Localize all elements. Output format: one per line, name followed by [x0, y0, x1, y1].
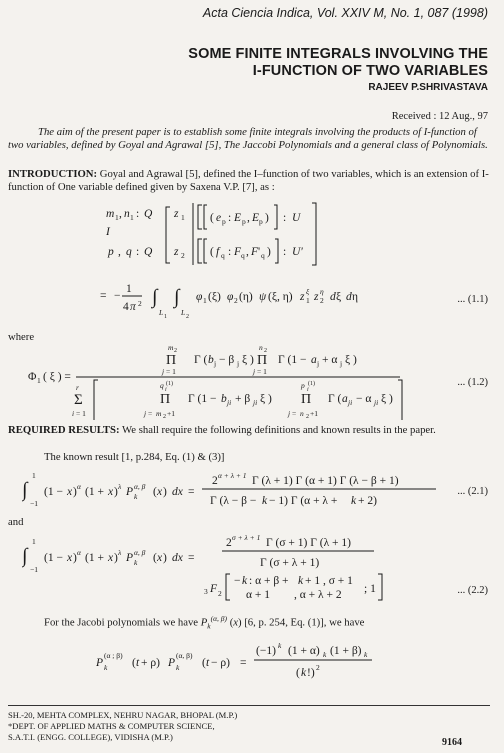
svg-text:1: 1	[306, 296, 310, 305]
svg-text:!): !)	[307, 667, 315, 679]
svg-text:e: e	[216, 212, 222, 224]
svg-text::: :	[228, 212, 232, 224]
svg-text:(1 +: (1 +	[85, 486, 104, 498]
svg-text:j: j	[253, 367, 256, 376]
svg-text:j: j	[144, 409, 147, 418]
equation-1-2	[28, 340, 448, 422]
svg-text:Π: Π	[257, 353, 268, 368]
svg-text:−: −	[234, 575, 241, 587]
required-results-text: We shall require the following definitions and known results in the paper.	[122, 424, 436, 436]
footer-divider	[8, 705, 490, 706]
svg-text:(ξ): (ξ)	[208, 291, 221, 303]
jacobi-product-formula	[96, 636, 396, 688]
svg-text:ξ ): ξ )	[381, 393, 393, 405]
svg-text:2: 2	[226, 537, 232, 549]
svg-text:dx: dx	[172, 552, 183, 564]
svg-text:x: x	[67, 486, 73, 498]
svg-text:=: =	[240, 657, 247, 669]
svg-text:): )	[73, 486, 77, 498]
svg-text:U: U	[292, 212, 301, 224]
svg-text:1: 1	[130, 213, 134, 222]
page-number: 9164	[442, 737, 462, 748]
svg-text:2: 2	[163, 414, 166, 420]
svg-text:p: p	[222, 217, 226, 226]
svg-text:ji: ji	[253, 398, 258, 407]
svg-text:z: z	[174, 208, 179, 220]
svg-text:2: 2	[264, 348, 267, 354]
svg-text:P: P	[126, 486, 134, 498]
svg-text:(: (	[210, 246, 214, 258]
svg-text:− α: − α	[356, 393, 372, 405]
svg-text:α + λ + 1: α + λ + 1	[218, 471, 247, 480]
svg-text:( ξ ) =: ( ξ ) =	[43, 371, 71, 383]
svg-text:q: q	[160, 381, 164, 390]
svg-text:x: x	[67, 552, 73, 564]
svg-text:1: 1	[126, 283, 132, 295]
svg-text:Γ (λ − β −: Γ (λ − β −	[210, 495, 257, 507]
svg-text:Γ (σ + 1) Γ (λ + 1): Γ (σ + 1) Γ (λ + 1)	[266, 537, 351, 549]
svg-text:k: k	[323, 650, 327, 659]
svg-text::: :	[228, 246, 232, 258]
svg-text:x: x	[108, 486, 114, 498]
svg-text:1: 1	[115, 213, 119, 222]
svg-text:α + 1: α + 1	[246, 589, 271, 601]
svg-text:η: η	[320, 287, 324, 296]
svg-text:): )	[163, 552, 167, 564]
svg-text:k: k	[351, 495, 357, 507]
svg-text:d: d	[330, 291, 336, 303]
svg-text:k: k	[298, 575, 304, 587]
equation-2-2	[22, 532, 442, 604]
svg-text:t: t	[136, 657, 140, 669]
svg-text:(1 −: (1 −	[44, 552, 63, 564]
svg-text:q: q	[241, 251, 245, 260]
svg-text:(1): (1)	[166, 381, 173, 387]
svg-text:Q: Q	[144, 208, 153, 220]
svg-text:Π: Π	[301, 392, 312, 407]
svg-text:i: i	[165, 387, 167, 393]
svg-text:λ: λ	[118, 548, 122, 557]
svg-text:− 1) Γ (α + λ +: − 1) Γ (α + λ +	[269, 495, 338, 507]
svg-text:(: (	[153, 486, 157, 498]
svg-text:= 1: = 1	[76, 409, 86, 418]
svg-text:Γ (λ + 1) Γ (α + 1) Γ (λ − β +: Γ (λ + 1) Γ (α + 1) Γ (λ − β + 1)	[252, 475, 399, 487]
svg-text:x: x	[157, 486, 163, 498]
svg-text:': '	[258, 246, 261, 258]
svg-text:1: 1	[164, 314, 167, 320]
svg-text:(: (	[210, 212, 214, 224]
svg-text:d: d	[346, 291, 352, 303]
svg-text:dx: dx	[172, 486, 183, 498]
svg-text:2: 2	[316, 663, 320, 672]
svg-text:ξ ): ξ )	[242, 354, 254, 366]
svg-text:=: =	[100, 290, 107, 302]
journal-header: Acta Ciencia Indica, Vol. XXIV M, No. 1, 087 (1998)	[202, 6, 488, 20]
svg-text:p: p	[242, 217, 246, 226]
svg-text:k: k	[278, 641, 282, 650]
svg-text:z: z	[174, 246, 179, 258]
svg-text:ji: ji	[348, 398, 353, 407]
svg-text:4: 4	[123, 301, 129, 313]
svg-text:k: k	[242, 575, 248, 587]
svg-text:a: a	[311, 354, 317, 366]
svg-text:P: P	[168, 657, 176, 669]
equation-label-2-1: ... (2.1)	[457, 486, 488, 497]
svg-text:P: P	[126, 552, 134, 564]
svg-text:j: j	[237, 359, 240, 368]
known-result-line: The known result [1, p.284, Eq. (1) & (3)]	[44, 451, 225, 463]
svg-text:k: k	[262, 495, 268, 507]
svg-text:Γ (: Γ (	[328, 393, 342, 405]
svg-text:(1 +: (1 +	[85, 552, 104, 564]
svg-text:(: (	[153, 552, 157, 564]
svg-text:− β: − β	[219, 354, 235, 366]
svg-text:1: 1	[37, 376, 41, 385]
svg-text:π: π	[130, 301, 136, 313]
svg-text:ji: ji	[374, 398, 379, 407]
svg-text:2: 2	[306, 414, 309, 420]
svg-text:n: n	[124, 208, 130, 220]
svg-text:= 1: = 1	[257, 367, 267, 376]
paper-title	[188, 46, 488, 80]
svg-text:): )	[265, 212, 269, 224]
svg-text:k: k	[134, 558, 138, 567]
svg-text:k: k	[364, 650, 368, 659]
svg-text:m: m	[106, 208, 115, 220]
svg-text:): )	[73, 552, 77, 564]
svg-text:(α, β): (α, β)	[176, 651, 193, 660]
svg-text:=: =	[188, 486, 195, 498]
footer-line-3: S.A.T.I. (ENGG. COLLEGE), VIDISHA (M.P.)	[8, 732, 173, 742]
svg-text:(: (	[202, 657, 206, 669]
svg-text:ξ: ξ	[336, 291, 342, 303]
svg-text:Γ (: Γ (	[194, 354, 208, 366]
svg-text:x: x	[157, 552, 163, 564]
svg-text:Γ (1 −: Γ (1 −	[188, 393, 217, 405]
svg-text:∫: ∫	[22, 479, 28, 501]
and-label: and	[8, 516, 24, 528]
svg-text:ξ ): ξ )	[345, 354, 357, 366]
svg-text::: :	[136, 208, 140, 220]
svg-text:,: ,	[118, 246, 121, 258]
svg-text:=: =	[188, 552, 195, 564]
svg-text:; 1: ; 1	[364, 583, 376, 595]
svg-text:p: p	[259, 217, 263, 226]
svg-text:(η): (η)	[239, 291, 253, 303]
svg-text:Π: Π	[166, 353, 177, 368]
svg-text:1: 1	[32, 471, 36, 480]
svg-text:m: m	[168, 343, 174, 352]
svg-text:+ 2): + 2)	[358, 495, 377, 507]
svg-text:E: E	[234, 212, 242, 224]
svg-text:): )	[114, 552, 118, 564]
equation-label-1-1: ... (1.1)	[457, 294, 488, 305]
svg-text:Σ: Σ	[74, 392, 83, 408]
svg-text:(1): (1)	[308, 381, 315, 387]
svg-text:∫: ∫	[22, 545, 28, 567]
svg-text:(ξ, η): (ξ, η)	[268, 291, 293, 303]
svg-text:): )	[163, 486, 167, 498]
svg-text:,: ,	[246, 246, 249, 258]
svg-text:(1 + β): (1 + β)	[330, 645, 362, 657]
svg-text::: :	[283, 212, 287, 224]
svg-text:U': U'	[292, 246, 303, 258]
svg-text:α: α	[77, 482, 81, 491]
svg-text:Γ (σ + λ + 1): Γ (σ + λ + 1)	[260, 557, 320, 569]
svg-text:x: x	[108, 552, 114, 564]
svg-text:−1: −1	[30, 565, 38, 574]
svg-text:p: p	[301, 381, 305, 390]
svg-text:F: F	[210, 583, 218, 595]
svg-text:j: j	[288, 409, 291, 418]
svg-text:(1 −: (1 −	[44, 486, 63, 498]
svg-text:ψ: ψ	[259, 291, 267, 303]
svg-text:k: k	[301, 667, 307, 679]
svg-text:I: I	[106, 226, 110, 238]
equation-label-2-2: ... (2.2)	[457, 585, 488, 596]
svg-text:j: j	[340, 359, 343, 368]
svg-text:,: ,	[119, 208, 122, 220]
where-label: where	[8, 331, 35, 343]
svg-text:=: =	[148, 409, 153, 418]
svg-text:(: (	[296, 667, 300, 679]
svg-text:P: P	[96, 657, 104, 669]
svg-text:q: q	[221, 251, 225, 260]
jacobi-text: For the Jacobi polynomials we have	[44, 616, 199, 629]
svg-text:∫: ∫	[152, 286, 158, 308]
svg-text:f: f	[216, 246, 220, 258]
svg-text:+1: +1	[167, 409, 175, 418]
svg-text:+ β: + β	[235, 393, 251, 405]
svg-text:(α ; β): (α ; β)	[104, 651, 123, 660]
svg-text:1: 1	[203, 296, 207, 305]
svg-text:n: n	[300, 409, 304, 418]
svg-text:α, β: α, β	[134, 482, 146, 491]
svg-text:k: k	[104, 663, 108, 672]
svg-text:Π: Π	[160, 392, 171, 407]
svg-text:i: i	[307, 387, 309, 393]
title-line-1: SOME FINITE INTEGRALS INVOLVING THE	[188, 46, 488, 62]
svg-text:L: L	[181, 308, 186, 317]
svg-text:2: 2	[174, 348, 177, 354]
svg-text:z: z	[314, 291, 319, 303]
svg-text:q: q	[261, 251, 265, 260]
svg-text:j: j	[317, 359, 320, 368]
svg-text:3: 3	[204, 587, 208, 596]
svg-text:): )	[114, 486, 118, 498]
footer-line-2: *DEPT. OF APPLIED MATHS & COMPUTER SCIENCE,	[8, 721, 215, 731]
equation-2-1	[22, 466, 442, 512]
svg-text:E: E	[252, 212, 260, 224]
svg-text:b: b	[208, 354, 214, 366]
svg-text:=: =	[292, 409, 297, 418]
svg-text:m: m	[156, 409, 162, 418]
svg-text:ji: ji	[227, 398, 232, 407]
svg-text:F: F	[234, 246, 242, 258]
svg-text:a: a	[342, 393, 348, 405]
svg-text:L: L	[159, 308, 164, 317]
svg-text:(1 + α): (1 + α)	[288, 645, 320, 657]
svg-text:1: 1	[181, 213, 185, 222]
svg-text:+ 1 , σ + 1: + 1 , σ + 1	[305, 575, 353, 587]
svg-text::: :	[283, 246, 287, 258]
svg-text:φ: φ	[227, 291, 234, 303]
svg-text:r: r	[76, 383, 79, 392]
svg-text:k: k	[176, 663, 180, 672]
svg-text:2: 2	[212, 475, 218, 487]
svg-text:+ ρ): + ρ)	[141, 657, 160, 669]
introduction-text: Goyal and Agrawal [5], defined the I–function of two variables, which is an extension of I-function of One variable defined given by Saxena V.P. [7], as :	[8, 168, 489, 193]
svg-text:λ: λ	[118, 482, 122, 491]
svg-text:j: j	[214, 359, 217, 368]
svg-text:q: q	[126, 246, 132, 258]
abstract: The aim of the present paper is to establish some finite integrals involving the products of I-function of two variables, defined by Goyal and Agrawal [5], The Jaccobi Polynomials and a general class of Polynomials.	[8, 126, 488, 151]
svg-text:t: t	[206, 657, 210, 669]
svg-text:∫: ∫	[174, 286, 180, 308]
svg-text:2: 2	[320, 296, 324, 305]
svg-text:−1: −1	[30, 499, 38, 508]
svg-text:p: p	[108, 246, 114, 258]
equation-label-1-2: ... (1.2)	[457, 377, 488, 388]
svg-text::: :	[136, 246, 140, 258]
author-name: RAJEEV P.SHRIVASTAVA	[368, 82, 488, 93]
jacobi-line: For the Jacobi polynomials we have $P_k^{(\alpha, \beta)}$ (x) [6, p. 254, Eq. (1)], we have	[44, 614, 365, 631]
svg-text:2: 2	[186, 314, 189, 320]
introduction-paragraph	[8, 168, 490, 194]
svg-text:ξ ): ξ )	[260, 393, 272, 405]
svg-text:−: −	[114, 290, 121, 302]
svg-text:(: (	[132, 657, 136, 669]
svg-text:Φ: Φ	[28, 371, 37, 383]
title-line-2: I-FUNCTION OF TWO VARIABLES	[252, 63, 488, 79]
svg-text:i: i	[72, 409, 75, 418]
svg-text:j: j	[162, 367, 165, 376]
svg-text:σ + λ + 1: σ + λ + 1	[232, 533, 261, 542]
svg-text:φ: φ	[196, 291, 203, 303]
required-results-paragraph	[8, 424, 490, 437]
svg-text:: α + β +: : α + β +	[249, 575, 289, 587]
svg-text:, α + λ + 2: , α + λ + 2	[294, 589, 342, 601]
svg-text:b: b	[221, 393, 227, 405]
svg-text:= 1: = 1	[166, 367, 176, 376]
svg-text:2: 2	[181, 251, 185, 260]
svg-text:F: F	[251, 246, 259, 258]
svg-text:ξ: ξ	[306, 287, 310, 296]
svg-text:+ α: + α	[322, 354, 338, 366]
svg-text:1: 1	[32, 537, 36, 546]
svg-text:Q: Q	[144, 246, 153, 258]
introduction-heading: INTRODUCTION:	[8, 168, 98, 180]
svg-text:Γ (1 −: Γ (1 −	[278, 354, 307, 366]
svg-text:2: 2	[218, 589, 222, 598]
svg-text:z: z	[300, 291, 305, 303]
svg-text:2: 2	[234, 296, 238, 305]
svg-text:2: 2	[138, 299, 142, 308]
svg-text:+1: +1	[310, 409, 318, 418]
footer-line-1: SH.-20, MEHTA COMPLEX, NEHRU NAGAR, BHOPAL (M.P.)	[8, 710, 238, 720]
svg-text:α, β: α, β	[134, 548, 146, 557]
svg-text:α: α	[77, 548, 81, 557]
svg-text:η: η	[352, 291, 359, 303]
equation-1-1	[60, 199, 390, 325]
received-date: Received : 12 Aug., 97	[391, 111, 488, 122]
required-results-heading: REQUIRED RESULTS:	[8, 424, 120, 436]
svg-text:): )	[267, 246, 271, 258]
svg-text:,: ,	[247, 212, 250, 224]
footer-affiliations	[8, 710, 237, 743]
svg-text:n: n	[259, 343, 263, 352]
svg-text:k: k	[134, 492, 138, 501]
svg-text:− ρ): − ρ)	[211, 657, 230, 669]
svg-text:(−1): (−1)	[256, 645, 276, 657]
